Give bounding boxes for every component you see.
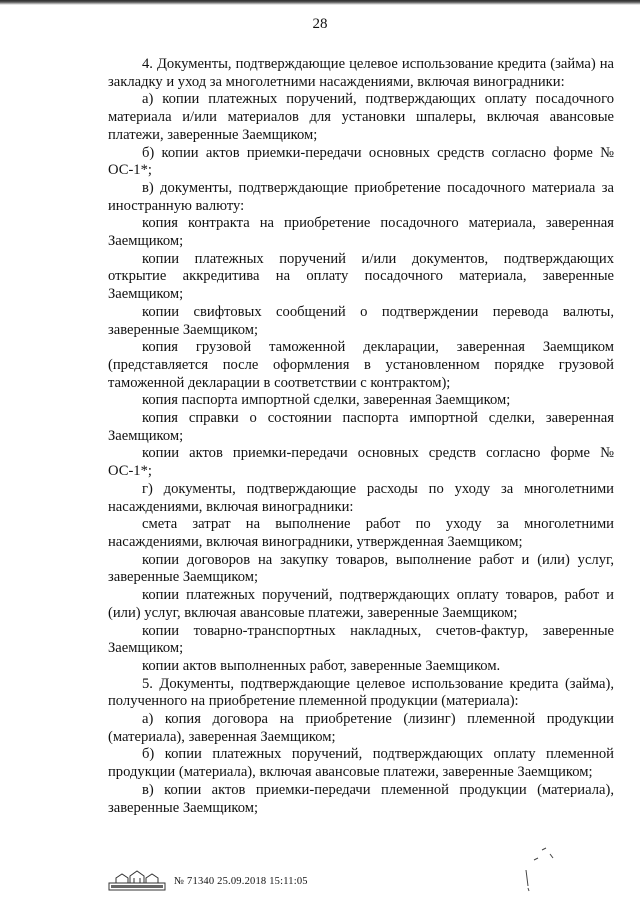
paragraph: г) документы, подтверждающие расходы по уходу за многолетними насаждениями, включая виноградники: [108, 480, 614, 515]
paragraph: копии платежных поручений, подтверждающих оплату товаров, работ и (или) услуг, включая авансовые платежи, заверенные Заемщиком; [108, 587, 614, 621]
paragraph: а) копия договора на приобретение (лизинг) племенной продукции (материала), заверенная Заемщиком; [108, 711, 614, 745]
paragraph: копии актов выполненных работ, заверенные Заемщиком. [142, 657, 501, 674]
paragraph: копия контракта на приобретение посадочного материала, заверенная Заемщиком; [108, 215, 614, 250]
paragraph: 5. Документы, подтверждающие целевое использование кредита (займа), полученного на приобретение племенной продукции (материала): [108, 675, 614, 710]
paragraph: копия грузовой таможенной декларации, заверенная Заемщиком (представляется после оформления в установленном порядке грузовой таможенной декларации в соответствии с контрактом); [108, 339, 614, 391]
paragraph: копии товарно-транспортных накладных, счетов-фактур, заверенные Заемщиком; [108, 622, 614, 657]
paragraph: копии свифтовых сообщений о подтверждении перевода валюты, заверенные Заемщиком; [108, 303, 614, 338]
document-body [108, 56, 614, 817]
paragraph: копия справки о состоянии паспорта импортной сделки, заверенная Заемщиком; [108, 410, 614, 444]
paragraph: копии платежных поручений и/или документов, подтверждающих открытие аккредитива на оплату посадочного материала, заверенные Заемщиком; [108, 250, 614, 303]
paragraph: а) копии платежных поручений, подтверждающих оплату посадочного материала и/или материалов для установки шпалеры, включая авансовые платежи, заверенные Заемщиком; [108, 91, 614, 143]
paragraph: копия паспорта импортной сделки, заверенная Заемщиком; [142, 392, 511, 409]
paragraph: б) копии платежных поручений, подтверждающих оплату племенной продукции (материала), включая авансовые платежи, заверенные Заемщиком; [108, 746, 614, 781]
paragraph: в) копии актов приемки-передачи племенной продукции (материала), заверенные Заемщиком; [108, 781, 614, 816]
paragraph: 4. Документы, подтверждающие целевое использование кредита (займа) на закладку и уход за многолетними насаждениями, включая виноградники: [108, 56, 614, 90]
document-registration-number: № 71340 25.09.2018 15:11:05 [174, 876, 308, 887]
paragraph: в) документы, подтверждающие приобретение посадочного материала за иностранную валюту: [108, 179, 614, 214]
paragraph: копии договоров на закупку товаров, выполнение работ и (или) услуг, заверенные Заемщиком; [108, 551, 614, 586]
paragraph: б) копии актов приемки-передачи основных средств согласно форме № ОС-1*; [108, 144, 614, 179]
page-number: 28 [312, 16, 328, 32]
signature-marks-icon [520, 846, 560, 892]
paragraph: смета затрат на выполнение работ по уходу за многолетними насаждениями, включая виноградники, утвержденная Заемщиком; [108, 516, 614, 550]
registry-stamp-icon [108, 870, 166, 892]
paragraph: копии актов приемки-передачи основных средств согласно форме № ОС-1*; [108, 445, 614, 480]
scan-top-edge [0, 0, 640, 5]
page-footer [108, 870, 628, 894]
